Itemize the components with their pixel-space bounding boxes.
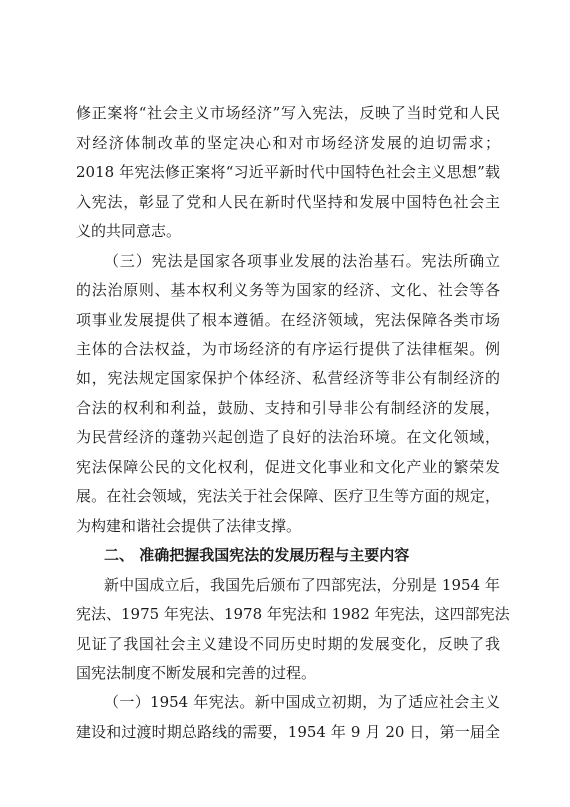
paragraph-line: 合法的权利和利益，鼓励、支持和引导非公有制经济的发展，	[76, 399, 500, 417]
paragraph-line: 建设和过渡时期总路线的需要，1954 年 9 月 20 日，第一届全	[76, 723, 500, 741]
paragraph-line: 入宪法，彰显了党和人民在新时代坚持和发展中国特色社会主	[76, 193, 500, 211]
paragraph-line: 为民营经济的蓬勃兴起创造了良好的法治环境。在文化领域，	[76, 428, 500, 446]
paragraph-line: 修正案将“社会主义市场经济”写入宪法，反映了当时党和人民	[76, 104, 500, 122]
paragraph-line: （一）1954 年宪法。新中国成立初期，为了适应社会主义	[104, 693, 500, 711]
paragraph-line: 国宪法制度不断发展和完善的过程。	[76, 664, 317, 682]
paragraph-line: 宪法、1975 年宪法、1978 年宪法和 1982 年宪法，这四部宪法	[76, 605, 510, 623]
paragraph-line: 新中国成立后，我国先后颁布了四部宪法，分别是 1954 年	[104, 576, 500, 594]
paragraph-line: 对经济体制改革的坚定决心和对市场经济发展的迫切需求；	[76, 134, 500, 152]
paragraph-line: 宪法保障公民的文化权利，促进文化事业和文化产业的繁荣发	[76, 458, 500, 476]
paragraph-line: 见证了我国社会主义建设不同历史时期的发展变化，反映了我	[76, 635, 500, 653]
paragraph-line: 义的共同意志。	[76, 222, 182, 240]
section-heading: 二、 准确把握我国宪法的发展历程与主要内容	[104, 546, 410, 564]
paragraph-line: 2018 年宪法修正案将“习近平新时代中国特色社会主义思想”载	[76, 163, 500, 181]
paragraph-line: 项事业发展提供了根本遵循。在经济领域，宪法保障各类市场	[76, 311, 500, 329]
paragraph-line: 为构建和谐社会提供了法律支撑。	[76, 517, 302, 535]
paragraph-line: 如，宪法规定国家保护个体经济、私营经济等非公有制经济的	[76, 369, 500, 387]
paragraph-line: 展。在社会领域，宪法关于社会保障、医疗卫生等方面的规定，	[76, 487, 500, 505]
paragraph-line: （三）宪法是国家各项事业发展的法治基石。宪法所确立	[104, 252, 500, 270]
paragraph-line: 主体的合法权益，为市场经济的有序运行提供了法律框架。例	[76, 340, 500, 358]
paragraph-line: 的法治原则、基本权利义务等为国家的经济、文化、社会等各	[76, 281, 500, 299]
